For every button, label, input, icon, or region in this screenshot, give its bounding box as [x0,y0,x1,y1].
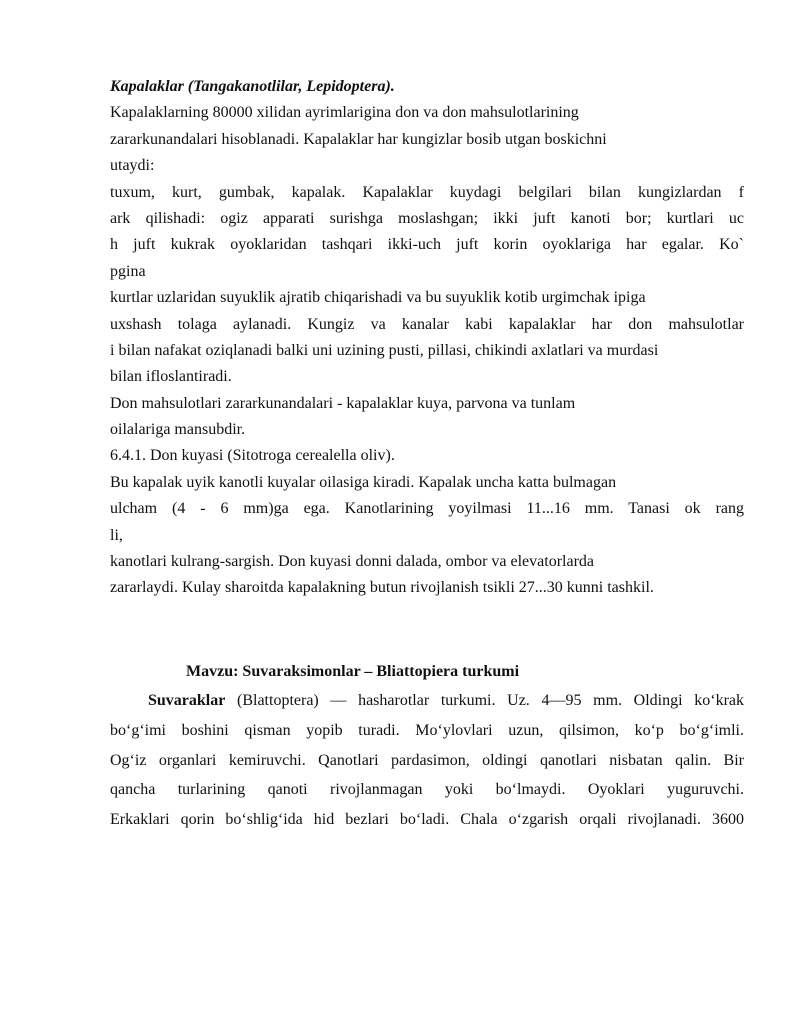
paragraph-line: Bu kapalak uyik kanotli kuyalar oilasiga kiradi. Kapalak uncha katta bulmagan [110,473,617,491]
paragraph-line: qancha turlarining qanoti rivojlanmagan yoki bo‘lmaydi. Oyoklari yuguruvchi. [110,781,744,799]
paragraph-line: oilalariga mansubdir. [110,421,246,439]
section-blattoptera [110,657,744,835]
paragraph-line: tuxum, kurt, gumbak, kapalak. Kapalaklar kuydagi belgilari bilan kungizlardan f [110,183,744,201]
paragraph-line: Erkaklari qorin bo‘shlig‘ida hid bezlari bo‘ladi. Chala o‘zgarish orqali rivojlanadi. 3600 [110,810,744,828]
section-title: Kapalaklar (Tangakanotlilar, Lepidoptera). [110,78,395,95]
paragraph-line: h juft kukrak oyoklaridan tashqari ikki-uch juft korin oyoklariga har egalar. Ko` [110,236,744,254]
paragraph-line: bo‘g‘imi boshini qisman yopib turadi. Mo‘ylovlari uzun, qilsimon, ko‘p bo‘g‘imli. [110,722,744,739]
section-gap [110,602,744,657]
term-definition: (Blattoptera) — hasharotlar turkumi. Uz. 4—95 mm. Oldingi ko‘krak [225,692,744,710]
paragraph-line: li, [110,526,123,544]
paragraph-line: zararlaydi. Kulay sharoitda kapalakning butun rivojlanish tsikli 27...30 kunni tashkil. [110,579,654,597]
paragraph-first-line [110,686,744,716]
paragraph-line: bilan ifloslantiradi. [110,368,232,386]
paragraph-line: kurtlar uzlaridan suyuklik ajratib chiqarishadi va bu suyuklik kotib urgimchak ipiga [110,289,646,307]
paragraph-line: Kapalaklarning 80000 xilidan ayrimlarigina don va don mahsulotlarining [110,104,579,122]
section-lepidoptera [110,74,744,602]
paragraph-line: ulcham (4 - 6 mm)ga ega. Kanotlarining yoyilmasi 11...16 mm. Tanasi ok rang [110,500,744,518]
section-heading: Mavzu: Suvaraksimonlar – Bliattopiera turkumi [186,662,520,680]
paragraph-line: pgina [110,262,146,280]
paragraph-line: kanotlari kulrang-sargish. Don kuyasi donni dalada, ombor va elevatorlarda [110,553,595,571]
paragraph-line: i bilan nafakat oziqlanadi balki uni uzining pusti, pillasi, chikindi axlatlari va murdasi [110,341,659,359]
paragraph-line: Og‘iz organlari kemiruvchi. Qanotlari pardasimon, oldingi qanotlari nisbatan qalin. Bir [110,751,744,769]
paragraph-line: zararkunandalari hisoblanadi. Kapalaklar har kungizlar bosib utgan boskichni [110,130,607,148]
document-page [110,74,744,834]
paragraph-line: utaydi: [110,157,155,175]
paragraph-line: Don mahsulotlari zararkunandalari - kapalaklar kuya, parvona va tunlam [110,394,576,412]
term-bold: Suvaraklar [148,692,226,710]
paragraph-line: ark qilishadi: ogiz apparati surishga moslashgan; ikki juft kanoti bor; kurtlari uc [110,209,744,227]
subsection-title: 6.4.1. Don kuyasi (Sitotroga cerealella oliv). [110,447,395,465]
paragraph-line: uxshash tolaga aylanadi. Kungiz va kanalar kabi kapalaklar har don mahsulotlar [110,315,744,333]
